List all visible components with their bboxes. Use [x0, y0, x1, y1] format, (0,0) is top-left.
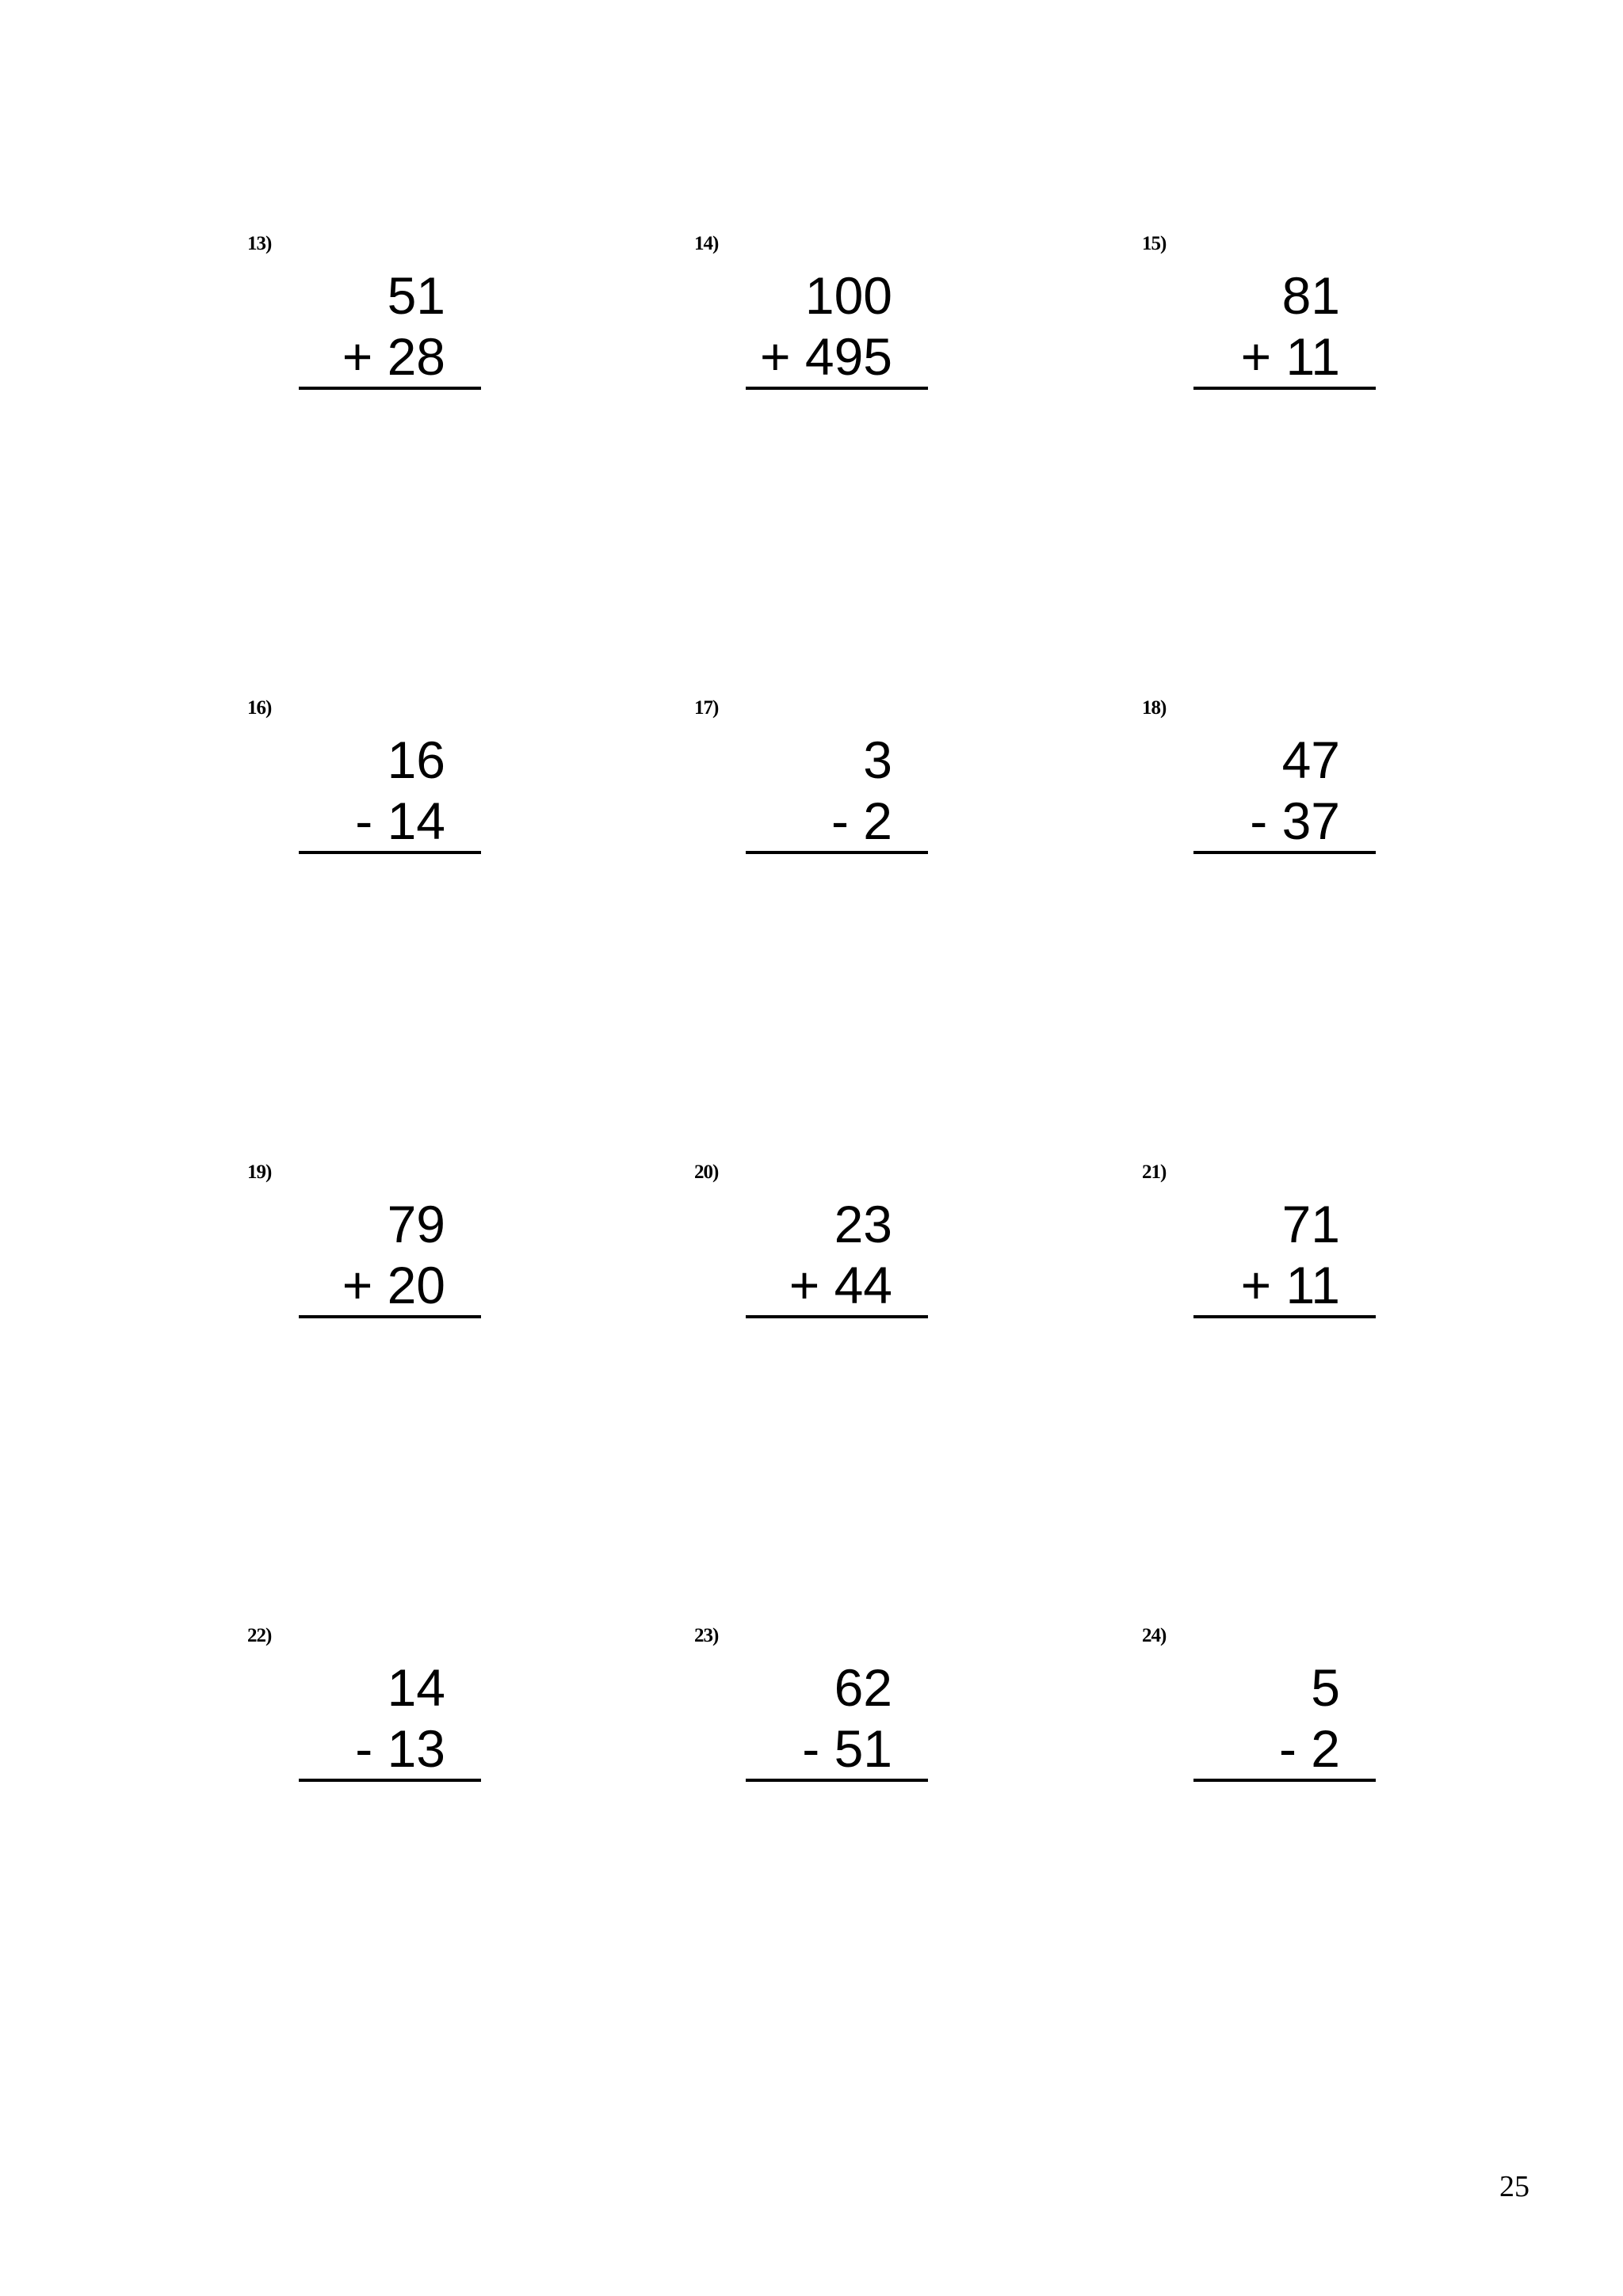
- problem: [1142, 1625, 1475, 1807]
- problem-number: 13): [247, 233, 272, 254]
- bottom-operand: + 11: [1240, 1256, 1340, 1314]
- bottom-operand: - 14: [355, 791, 445, 850]
- bottom-operand: + 20: [342, 1256, 445, 1314]
- answer-line: [299, 1779, 481, 1782]
- bottom-operand: - 51: [802, 1719, 892, 1778]
- answer-line: [299, 851, 481, 854]
- bottom-operand: + 44: [789, 1256, 892, 1314]
- bottom-operand: - 2: [831, 791, 892, 850]
- problem: [694, 1161, 1027, 1344]
- problem: [694, 233, 1027, 415]
- problem-number: 23): [694, 1625, 719, 1646]
- answer-line: [746, 1315, 928, 1318]
- top-operand: 5: [1311, 1658, 1340, 1717]
- answer-line: [1193, 387, 1376, 390]
- top-operand: 100: [804, 266, 892, 325]
- top-operand: 16: [387, 730, 445, 789]
- bottom-operand: - 37: [1250, 791, 1340, 850]
- page-number: 25: [1499, 2170, 1529, 2203]
- bottom-operand: + 495: [760, 327, 892, 386]
- problem-number: 16): [247, 697, 272, 719]
- problem: [247, 1161, 580, 1344]
- answer-line: [746, 1779, 928, 1782]
- problem-number: 21): [1142, 1161, 1167, 1183]
- problem: [1142, 697, 1475, 879]
- problem-number: 14): [694, 233, 719, 254]
- top-operand: 62: [834, 1658, 892, 1717]
- answer-line: [1193, 1315, 1376, 1318]
- problem-number: 24): [1142, 1625, 1167, 1646]
- bottom-operand: + 11: [1240, 327, 1340, 386]
- top-operand: 81: [1281, 266, 1340, 325]
- problem: [1142, 1161, 1475, 1344]
- answer-line: [1193, 1779, 1376, 1782]
- answer-line: [1193, 851, 1376, 854]
- problem: [247, 233, 580, 415]
- problem-number: 17): [694, 697, 719, 719]
- answer-line: [299, 1315, 481, 1318]
- top-operand: 71: [1281, 1195, 1340, 1253]
- problem-number: 18): [1142, 697, 1167, 719]
- bottom-operand: - 13: [355, 1719, 445, 1778]
- top-operand: 51: [387, 266, 445, 325]
- answer-line: [746, 387, 928, 390]
- problem-number: 19): [247, 1161, 272, 1183]
- top-operand: 79: [387, 1195, 445, 1253]
- problem: [694, 697, 1027, 879]
- problem: [694, 1625, 1027, 1807]
- top-operand: 3: [863, 730, 892, 789]
- answer-line: [299, 387, 481, 390]
- problem: [247, 697, 580, 879]
- top-operand: 47: [1281, 730, 1340, 789]
- top-operand: 14: [387, 1658, 445, 1717]
- problem-number: 22): [247, 1625, 272, 1646]
- bottom-operand: - 2: [1278, 1719, 1340, 1778]
- bottom-operand: + 28: [342, 327, 445, 386]
- problem-number: 15): [1142, 233, 1167, 254]
- answer-line: [746, 851, 928, 854]
- problem: [247, 1625, 580, 1807]
- problem-number: 20): [694, 1161, 719, 1183]
- problem: [1142, 233, 1475, 415]
- top-operand: 23: [834, 1195, 892, 1253]
